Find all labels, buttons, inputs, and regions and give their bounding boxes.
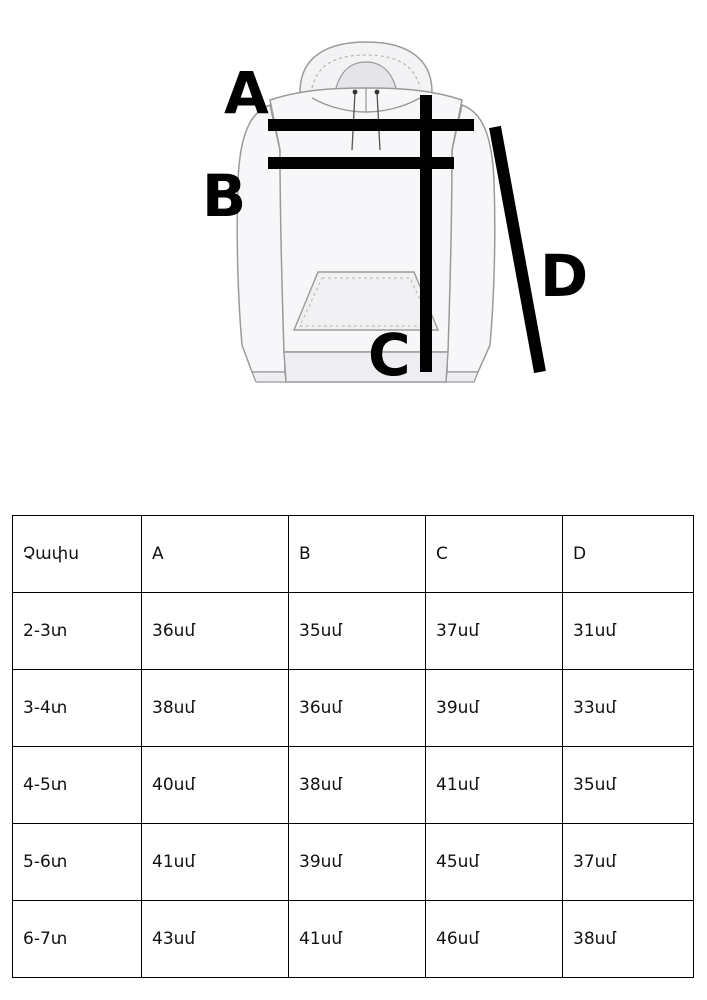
label-a: A [224,59,269,127]
table-cell: 40սմ [142,747,289,824]
table-cell: 35սմ [289,593,426,670]
table-row [13,747,694,824]
table-cell: 2-3տ [13,593,142,670]
table-cell: 31սմ [563,593,694,670]
left-sleeve [237,105,285,372]
table-cell: 45սմ [426,824,563,901]
label-c: C [368,321,411,389]
table-row [13,824,694,901]
label-d: D [540,242,589,310]
table-cell: 41սմ [142,824,289,901]
table-row [13,901,694,978]
table-cell: 4-5տ [13,747,142,824]
table-row [13,670,694,747]
table-cell: 38սմ [289,747,426,824]
measure-line-d [495,127,540,372]
table-cell: 39սմ [426,670,563,747]
header-cell-d: D [563,516,694,593]
table-cell: 5-6տ [13,824,142,901]
table-cell: 39սմ [289,824,426,901]
right-sleeve [447,105,495,372]
pocket [294,272,438,330]
header-cell-b: B [289,516,426,593]
table-header-row [13,516,694,593]
table-cell: 35սմ [563,747,694,824]
header-cell-c: C [426,516,563,593]
table-cell: 37սմ [426,593,563,670]
table-cell: 36սմ [289,670,426,747]
table-cell: 41սմ [426,747,563,824]
table-cell: 36սմ [142,593,289,670]
table-cell: 41սմ [289,901,426,978]
header-cell-a: A [142,516,289,593]
table-cell: 38սմ [563,901,694,978]
table-cell: 38սմ [142,670,289,747]
hoodie-icon [0,0,707,440]
table-cell: 37սմ [563,824,694,901]
size-chart-table [12,515,694,978]
hoodie-measurement-diagram [0,0,707,440]
header-cell-size: Չափս [13,516,142,593]
table-cell: 43սմ [142,901,289,978]
table-cell: 3-4տ [13,670,142,747]
label-b: B [202,162,247,230]
table-cell: 46սմ [426,901,563,978]
table-row [13,593,694,670]
table-cell: 33սմ [563,670,694,747]
table-cell: 6-7տ [13,901,142,978]
